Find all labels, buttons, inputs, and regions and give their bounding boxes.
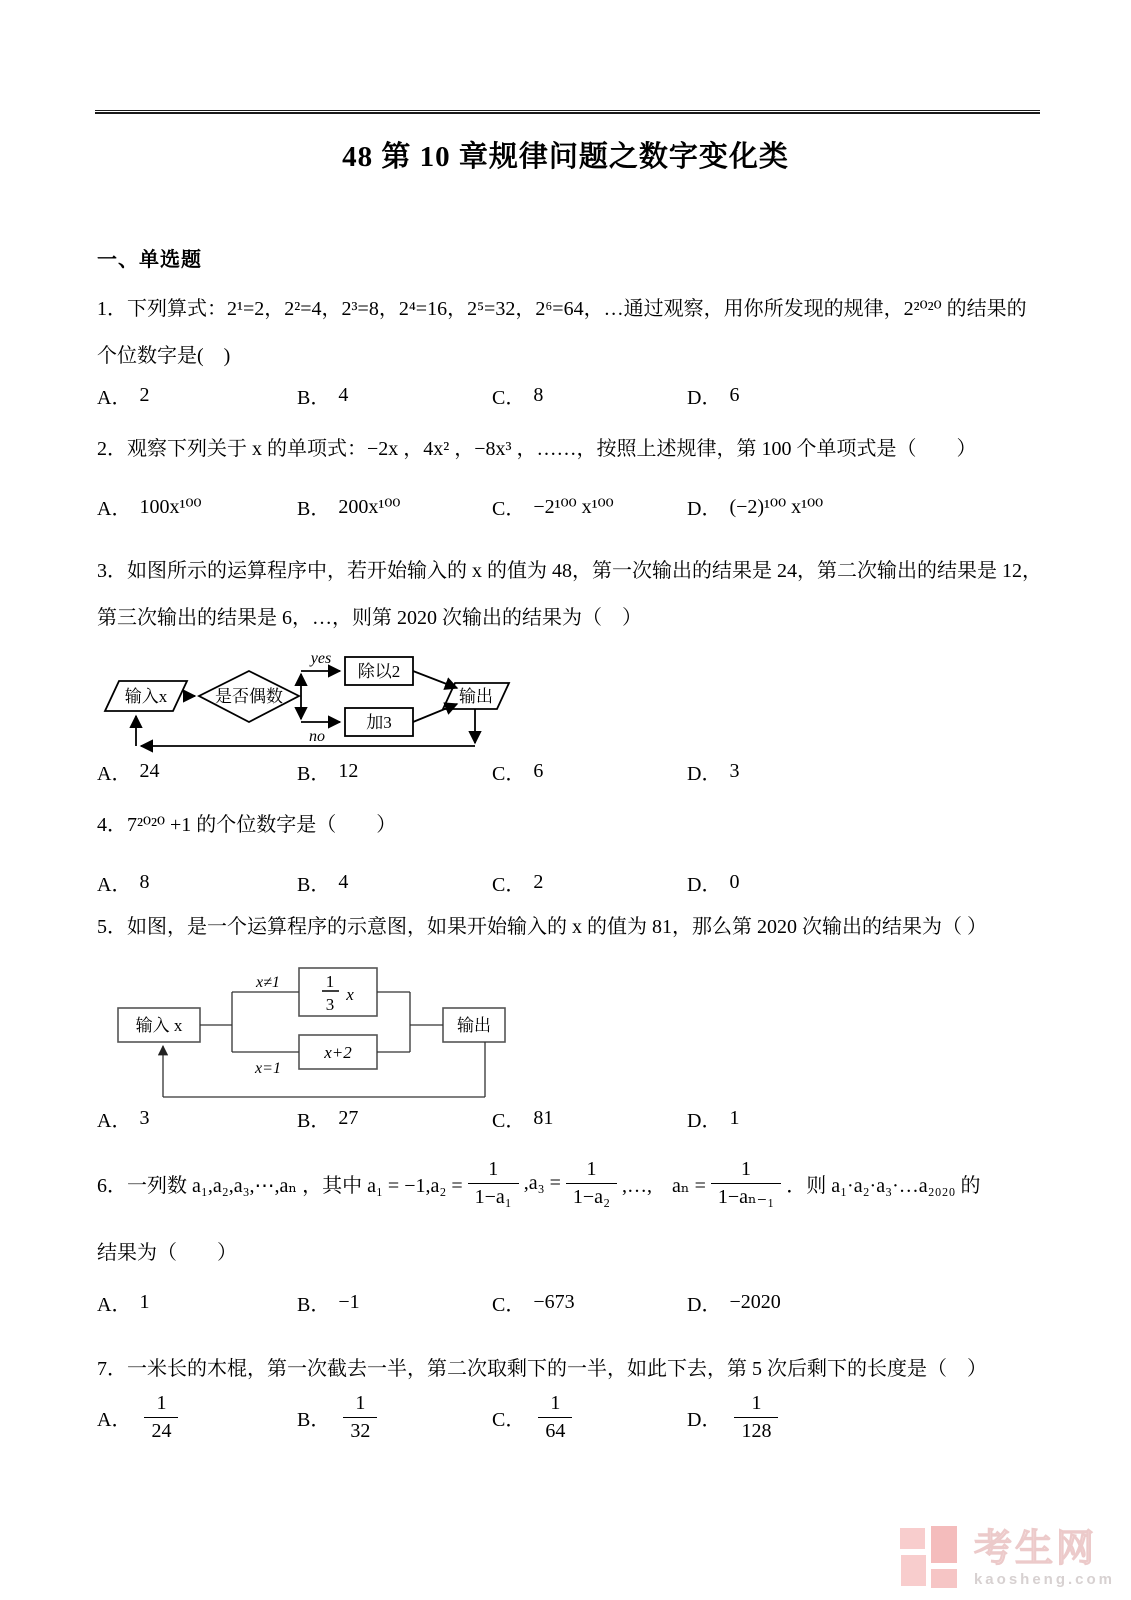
option-a: A． 2: [97, 384, 150, 409]
question-1-line-1: 1．下列算式：2¹=2，2²=4，2³=8，2⁴=16，2⁵=32，2⁶=64，…通过观察，用你所发现的规律，2²⁰²⁰ 的结果的: [97, 298, 1027, 320]
site-domain: kaosheng.com: [973, 1570, 1115, 1588]
option-c: C． 6: [492, 760, 544, 785]
question-4-options: [97, 868, 1041, 897]
option-b: B． 200x¹⁰⁰: [297, 496, 401, 520]
option-b: B． 4: [297, 871, 349, 896]
option-c: C． 81: [492, 1107, 554, 1132]
decision-label: 是否偶数: [215, 687, 283, 706]
option-c: C． −673: [492, 1291, 575, 1316]
option-b: B． −1: [297, 1291, 360, 1316]
option-b: B． $\frac{1}{32}$: [297, 1392, 492, 1443]
branch-top-label: x≠1: [256, 974, 280, 991]
kaosheng-wordmark: [973, 1527, 1115, 1588]
one-third-x-box: [299, 968, 377, 1016]
option-a: A． 24: [97, 760, 160, 785]
x-plus-2-label: x+2: [324, 1043, 352, 1062]
option-b: B． 4: [297, 384, 349, 409]
question-3: [97, 548, 1041, 642]
page-title: 48 第 10 章规律问题之数字变化类: [342, 141, 789, 173]
question-6-options: [97, 1288, 1041, 1317]
kaosheng-watermark: [900, 1526, 1115, 1590]
site-name: 考生网: [973, 1527, 1097, 1570]
q6-text-segment: ．则 a₁·a₂·a₃·…a₂₀₂₀ 的: [786, 1174, 981, 1197]
add-3-label: 加3: [366, 713, 392, 732]
option-a: A． 1: [97, 1291, 150, 1316]
option-c: C． 2: [492, 871, 544, 896]
question-3-line-1: 3．如图所示的运算程序中，若开始输入的 x 的值为 48，第一次输出的结果是 24，第二次输出的结果是 12，: [97, 560, 1042, 582]
q5-diagram: [100, 956, 520, 1106]
option-c-fraction: $\frac{1}{64}$: [538, 1392, 572, 1443]
option-d: D． 6: [687, 384, 740, 409]
question-2: 2．观察下列关于 x 的单项式：−2x ，4x² ，−8x³ ，……，按照上述规律，第 100 个单项式是（ ）: [97, 438, 977, 460]
q6-fraction-2: $\frac{1}{\text{1−a₂}}$: [566, 1158, 617, 1209]
output-label: 输出: [459, 687, 493, 706]
divide-by-2-label: 除以2: [357, 662, 401, 681]
option-a: A． 8: [97, 871, 150, 896]
branch-bottom-label: x=1: [255, 1060, 281, 1077]
q6-fraction-n: $\frac{1}{\text{1−aₙ₋₁}}$: [711, 1158, 781, 1209]
option-d: D． 0: [687, 871, 740, 896]
question-1-options: [97, 381, 1041, 410]
option-a: A． $\frac{1}{24}$: [97, 1392, 297, 1443]
question-1-line-2: 个位数字是( ): [97, 345, 231, 367]
option-d: D． 1: [687, 1107, 740, 1132]
input-label: 输入x: [124, 687, 168, 706]
option-d: D． $\frac{1}{128}$: [687, 1392, 1041, 1443]
option-a: A． 100x¹⁰⁰: [97, 496, 202, 520]
output-label: 输出: [457, 1016, 491, 1035]
yes-label: yes: [310, 650, 332, 667]
option-c: C． −2¹⁰⁰ x¹⁰⁰: [492, 496, 614, 520]
question-2-options: [97, 492, 1041, 521]
question-3-options: [97, 757, 1041, 786]
option-b-fraction: $\frac{1}{32}$: [343, 1392, 377, 1443]
input-label: 输入 x: [135, 1016, 183, 1035]
option-c: C． $\frac{1}{64}$: [492, 1392, 687, 1443]
q6-text-segment: 6．一列数 a₁,a₂,a₃,⋯,aₙ ，其中 a₁ = −1,a₂ =: [97, 1174, 463, 1197]
q6-text-segment: ,a₃ =: [523, 1171, 561, 1194]
kaosheng-logo-icon: [900, 1526, 962, 1590]
option-d: D． (−2)¹⁰⁰ x¹⁰⁰: [687, 496, 824, 520]
fraction-variable: x: [346, 985, 354, 1004]
header-rule: [95, 110, 1040, 114]
question-3-line-2: 第三次输出的结果是 6，…，则第 2020 次输出的结果为（ ）: [97, 607, 642, 629]
option-c: C． 8: [492, 384, 544, 409]
option-b: B． 12: [297, 760, 359, 785]
q6-text-segment: ,…, aₙ =: [622, 1174, 706, 1197]
question-1: [97, 286, 1041, 380]
question-6-line-2: 结果为（ ）: [97, 1242, 237, 1264]
option-d: D． 3: [687, 760, 740, 785]
question-4: 4．7²⁰²⁰ +1 的个位数字是（ ）: [97, 814, 397, 836]
fraction-denominator: 3: [325, 995, 335, 1014]
q3-flowchart: [95, 631, 527, 753]
question-7: 7．一米长的木棍，第一次截去一半，第二次取剩下的一半，如此下去，第 5 次后剩下的长度是（ ）: [97, 1358, 987, 1380]
option-a: A． 3: [97, 1107, 150, 1132]
option-a-fraction: $\frac{1}{24}$: [144, 1392, 178, 1443]
question-7-options: [97, 1392, 1041, 1443]
question-5-options: [97, 1104, 1041, 1133]
section-heading: 一、单选题: [97, 249, 202, 271]
option-d-fraction: $\frac{1}{128}$: [734, 1392, 778, 1443]
option-d: D． −2020: [687, 1291, 781, 1316]
option-b: B． 27: [297, 1107, 359, 1132]
no-label: no: [309, 728, 325, 745]
fraction-numerator: 1: [325, 972, 335, 991]
q6-fraction-1: $\frac{1}{\text{1−a₁}}$: [468, 1158, 519, 1209]
question-5: 5．如图，是一个运算程序的示意图，如果开始输入的 x 的值为 81，那么第 2020 次输出的结果为（ ）: [97, 916, 987, 938]
question-6: [97, 1146, 1041, 1220]
